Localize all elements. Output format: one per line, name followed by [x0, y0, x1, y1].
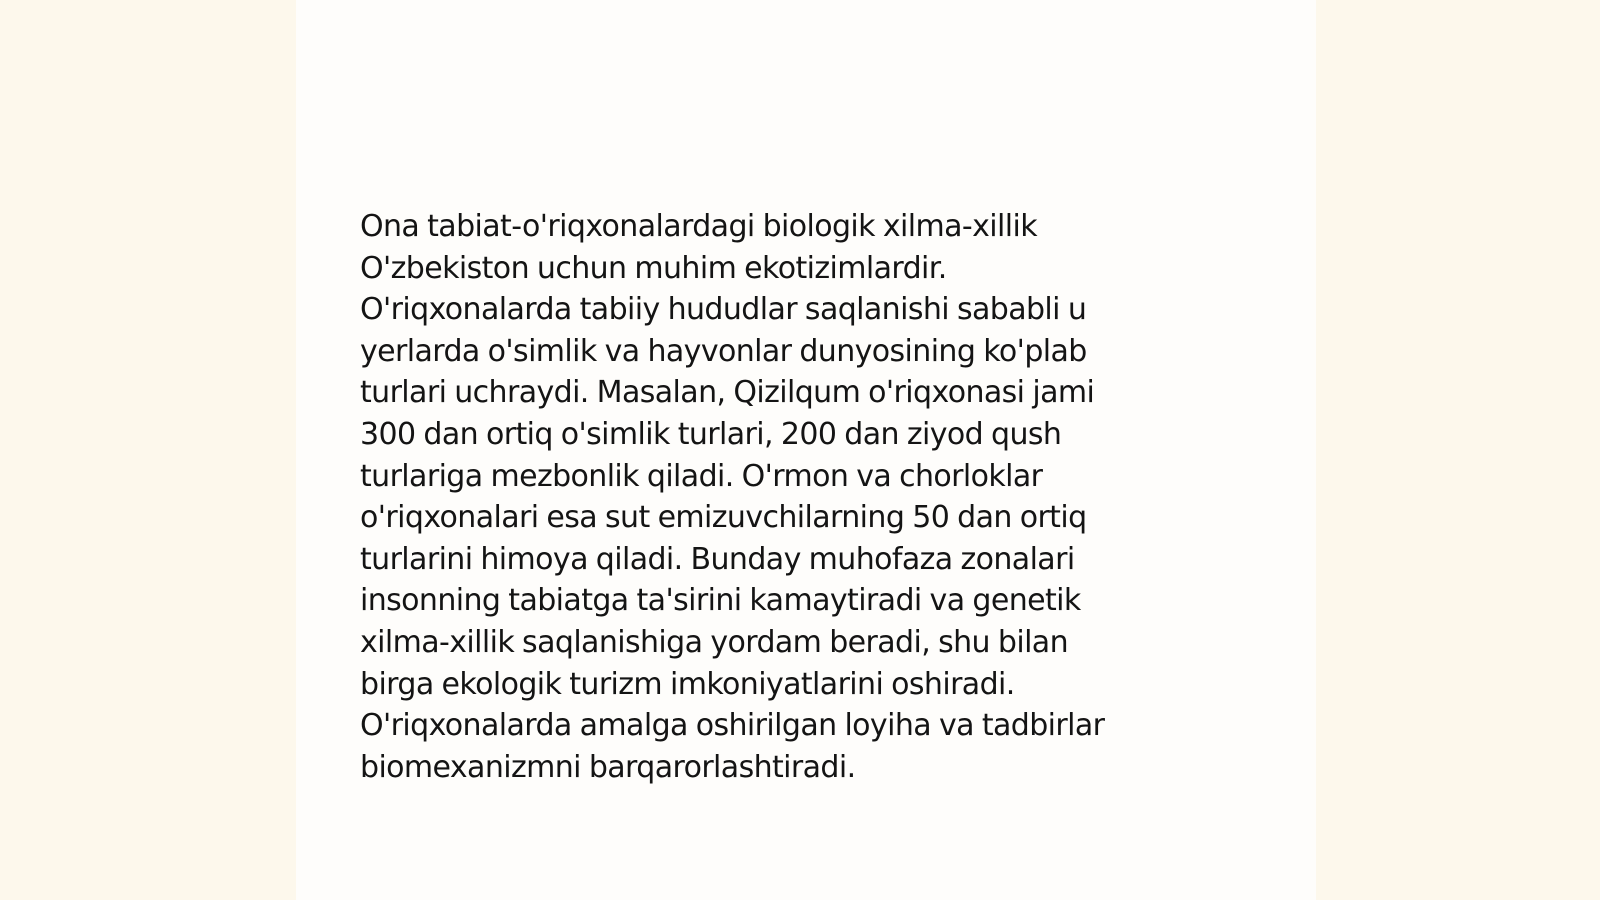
body-line: insonning tabiatga ta'sirini kamaytiradi va genetik [360, 583, 1081, 619]
body-line: birga ekologik turizm imkoniyatlarini oshiradi. [360, 666, 1015, 702]
body-line: O'riqxonalarda tabiiy hududlar saqlanishi sababli u [360, 292, 1087, 328]
slide-page [296, 0, 1316, 900]
body-line: turlarini himoya qiladi. Bunday muhofaza zonalari [360, 541, 1075, 577]
body-line: o'riqxonalari esa sut emizuvchilarning 50 dan ortiq [360, 500, 1087, 536]
body-line: O'zbekiston uchun muhim ekotizimlardir. [360, 250, 947, 286]
body-line: 300 dan ortiq o'simlik turlari, 200 dan ziyod qush [360, 416, 1062, 452]
body-paragraph [360, 206, 1240, 788]
body-line: turlariga mezbonlik qiladi. O'rmon va chorloklar [360, 458, 1043, 494]
body-line: Ona tabiat-o'riqxonalardagi biologik xilma-xillik [360, 209, 1037, 244]
body-line: biomexanizmni barqarorlashtiradi. [360, 749, 856, 785]
body-line: turlari uchraydi. Masalan, Qizilqum o'riqxonasi jami [360, 375, 1095, 411]
body-line: xilma-xillik saqlanishiga yordam beradi, shu bilan [360, 624, 1068, 660]
body-line: O'riqxonalarda amalga oshirilgan loyiha va tadbirlar [360, 708, 1105, 744]
body-line: yerlarda o'simlik va hayvonlar dunyosining ko'plab [360, 333, 1087, 369]
